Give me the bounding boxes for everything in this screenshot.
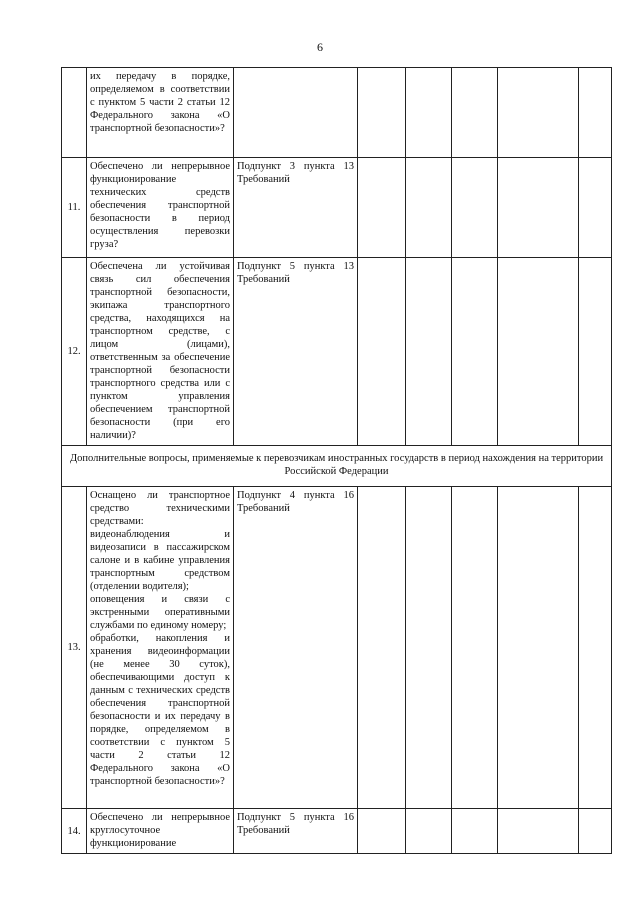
answer-cell xyxy=(358,487,406,809)
answer-cell xyxy=(579,158,612,258)
answer-cell xyxy=(406,809,452,854)
table-row xyxy=(62,158,612,258)
answer-cell xyxy=(452,487,498,809)
answer-cell xyxy=(498,487,579,809)
row-number xyxy=(62,68,87,158)
answer-cell xyxy=(498,158,579,258)
answer-cell xyxy=(498,258,579,446)
row-number: 13. xyxy=(62,487,87,809)
requirement-reference xyxy=(234,68,358,158)
answer-cell xyxy=(579,258,612,446)
answer-cell xyxy=(579,487,612,809)
section-header: Дополнительные вопросы, применяемые к перевозчикам иностранных государств в период нахождения на территории Российской Федерации xyxy=(62,446,612,487)
question-text: Обеспечено ли непрерывное круглосуточное функционирование xyxy=(87,809,234,854)
requirement-reference: Подпункт 4 пункта 16 Требований xyxy=(234,487,358,809)
requirement-reference: Подпункт 3 пункта 13 Требований xyxy=(234,158,358,258)
requirement-reference: Подпункт 5 пункта 13 Требований xyxy=(234,258,358,446)
answer-cell xyxy=(452,809,498,854)
answer-cell xyxy=(498,68,579,158)
answer-cell xyxy=(358,158,406,258)
table-row xyxy=(62,68,612,158)
answer-cell xyxy=(406,258,452,446)
answer-cell xyxy=(498,809,579,854)
answer-cell xyxy=(406,68,452,158)
question-text: Оснащено ли транспортное средство техническими средствами: видеонаблюдения и видеозаписи в пассажирском салоне и в кабине управления транспортным средством (отделении водителя); оповещения и связи с экстренными оперативными службами по единому номеру; обработки, накопления и хранения видеоинформации (не менее 30 суток), обеспечивающими доступ к данным с технических средств обеспечения транспортной безопасности и их передачу в порядке, определяемом в соответствии с пунктом 5 части 2 статьи 12 Федерального закона «О транспортной безопасности»? xyxy=(87,487,234,809)
answer-cell xyxy=(579,809,612,854)
row-number: 14. xyxy=(62,809,87,854)
answer-cell xyxy=(452,68,498,158)
table-row xyxy=(62,809,612,854)
checklist-table xyxy=(61,67,612,854)
answer-cell xyxy=(579,68,612,158)
answer-cell xyxy=(358,258,406,446)
answer-cell xyxy=(406,158,452,258)
requirement-reference: Подпункт 5 пункта 16 Требований xyxy=(234,809,358,854)
table-row xyxy=(62,258,612,446)
answer-cell xyxy=(358,68,406,158)
answer-cell xyxy=(358,809,406,854)
row-number: 11. xyxy=(62,158,87,258)
row-number: 12. xyxy=(62,258,87,446)
question-text: Обеспечено ли непрерывное функционирование технических средств обеспечения транспортной безопасности в период осуществления перевозки груза? xyxy=(87,158,234,258)
question-text: их передачу в порядке, определяемом в соответствии с пунктом 5 части 2 статьи 12 Федерального закона «О транспортной безопасности»? xyxy=(87,68,234,158)
question-text: Обеспечена ли устойчивая связь сил обеспечения транспортной безопасности, экипажа транспортного средства, находящихся на транспортном средстве, с лицом (лицами), ответственным за обеспечение транспортной безопасности транспортного средства или с пунктом управления обеспечением транспортной безопасности (при его наличии)? xyxy=(87,258,234,446)
table-row xyxy=(62,487,612,809)
answer-cell xyxy=(452,158,498,258)
answer-cell xyxy=(406,487,452,809)
page-number: 6 xyxy=(317,40,323,54)
section-header-row xyxy=(62,446,612,487)
answer-cell xyxy=(452,258,498,446)
